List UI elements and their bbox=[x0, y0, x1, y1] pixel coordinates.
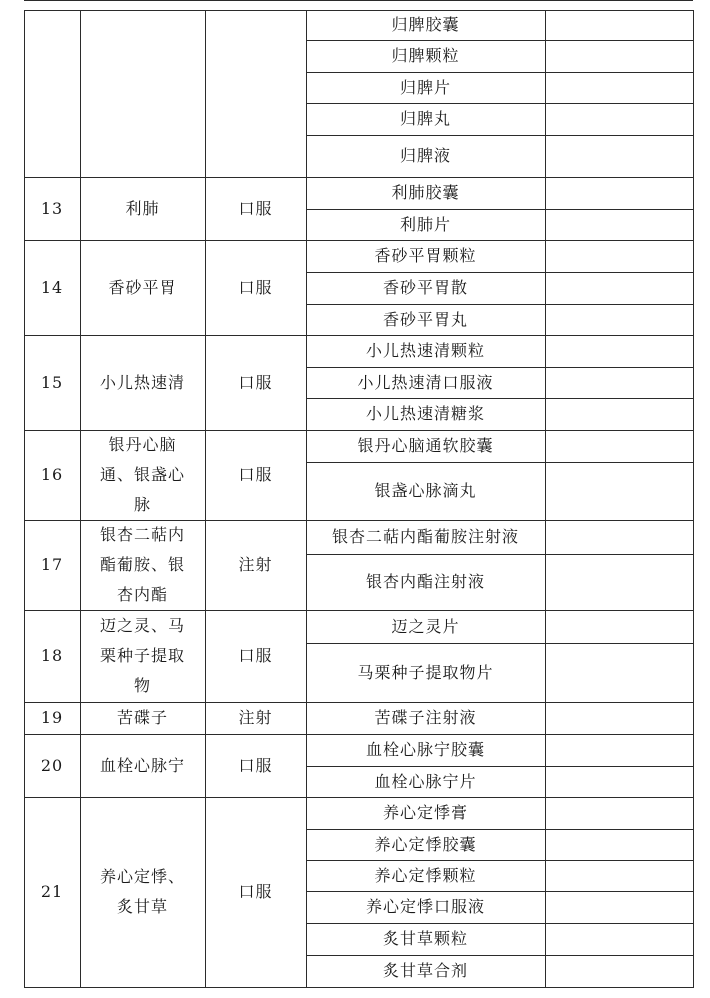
remark-cell bbox=[545, 103, 693, 135]
product-name: 归脾丸 bbox=[399, 109, 451, 128]
table-rule bbox=[693, 10, 694, 987]
remark-cell bbox=[545, 766, 693, 797]
remark-cell bbox=[545, 829, 693, 860]
product-name: 归脾液 bbox=[399, 146, 451, 165]
drug-name: 利肺 bbox=[125, 198, 160, 218]
row-number: 16 bbox=[40, 465, 64, 484]
product-name: 银盏心脉滴丸 bbox=[374, 481, 477, 500]
product-name: 马栗种子提取物片 bbox=[357, 662, 494, 682]
remark-cell bbox=[545, 398, 693, 430]
drug-name: 迈之灵、马 栗种子提取 物 bbox=[99, 616, 185, 695]
drug-name: 血栓心脉宁 bbox=[99, 755, 185, 775]
row-number: 21 bbox=[40, 882, 64, 901]
drug-name: 银杏二萜内 酯葡胺、银 杏内酯 bbox=[99, 525, 185, 604]
drug-name: 银丹心脑 通、银盏心 脉 bbox=[99, 435, 185, 514]
administration-route: 口服 bbox=[238, 646, 273, 665]
remark-cell bbox=[545, 860, 693, 891]
remark-cell bbox=[545, 72, 693, 103]
row-number: 18 bbox=[40, 646, 64, 665]
product-name: 血栓心脉宁片 bbox=[374, 771, 477, 791]
drug-name: 苦碟子 bbox=[116, 708, 168, 727]
row-number: 13 bbox=[40, 198, 64, 218]
product-name: 炙甘草颗粒 bbox=[382, 929, 468, 948]
remark-cell bbox=[545, 610, 693, 643]
administration-route: 口服 bbox=[238, 277, 273, 297]
product-name: 银杏二萜内酯葡胺注射液 bbox=[331, 527, 519, 546]
remark-cell bbox=[545, 367, 693, 398]
remark-cell bbox=[545, 734, 693, 766]
row-number: 19 bbox=[40, 708, 64, 727]
remark-cell bbox=[545, 430, 693, 462]
product-name: 血栓心脉宁胶囊 bbox=[365, 740, 485, 759]
remark-cell bbox=[545, 10, 693, 40]
product-name: 苦碟子注射液 bbox=[374, 708, 477, 727]
product-name: 养心定悸膏 bbox=[382, 803, 468, 822]
product-name: 养心定悸颗粒 bbox=[374, 865, 477, 885]
row-number bbox=[24, 10, 80, 177]
remark-cell bbox=[545, 702, 693, 734]
product-name: 小儿热速清口服液 bbox=[357, 372, 494, 392]
remark-cell bbox=[545, 462, 693, 520]
administration-route: 注射 bbox=[238, 555, 273, 574]
remark-cell bbox=[545, 335, 693, 367]
administration-route: 口服 bbox=[238, 372, 273, 392]
remark-cell bbox=[545, 955, 693, 987]
table-rule bbox=[24, 0, 693, 1]
row-number: 17 bbox=[40, 555, 64, 574]
remark-cell bbox=[545, 272, 693, 304]
administration-route bbox=[205, 10, 306, 177]
administration-route: 口服 bbox=[238, 882, 273, 901]
product-name: 小儿热速清糖浆 bbox=[365, 404, 485, 423]
row-number: 15 bbox=[40, 372, 64, 392]
product-name: 利肺片 bbox=[399, 214, 451, 234]
product-name: 养心定悸口服液 bbox=[365, 897, 485, 916]
product-name: 养心定悸胶囊 bbox=[374, 834, 477, 854]
remark-cell bbox=[545, 797, 693, 829]
drug-name: 小儿热速清 bbox=[99, 372, 185, 392]
product-name: 银丹心脑通软胶囊 bbox=[357, 436, 494, 455]
remark-cell bbox=[545, 923, 693, 955]
remark-cell bbox=[545, 891, 693, 923]
product-name: 迈之灵片 bbox=[391, 616, 460, 636]
remark-cell bbox=[545, 135, 693, 177]
product-name: 香砂平胃丸 bbox=[382, 309, 468, 329]
remark-cell bbox=[545, 520, 693, 554]
drug-name: 香砂平胃 bbox=[108, 277, 177, 297]
product-name: 小儿热速清颗粒 bbox=[365, 341, 485, 360]
remark-cell bbox=[545, 209, 693, 240]
administration-route: 口服 bbox=[238, 198, 273, 218]
administration-route: 口服 bbox=[238, 755, 273, 775]
remark-cell bbox=[545, 304, 693, 335]
product-name: 香砂平胃颗粒 bbox=[374, 246, 477, 265]
product-name: 归脾颗粒 bbox=[391, 46, 460, 65]
product-name: 香砂平胃散 bbox=[382, 278, 468, 297]
row-number: 14 bbox=[40, 277, 64, 297]
administration-route: 口服 bbox=[238, 465, 273, 484]
product-name: 归脾片 bbox=[399, 77, 451, 97]
remark-cell bbox=[545, 240, 693, 272]
product-name: 利肺胶囊 bbox=[391, 183, 460, 202]
remark-cell bbox=[545, 177, 693, 209]
drug-name bbox=[80, 10, 205, 177]
administration-route: 注射 bbox=[238, 708, 273, 727]
drug-name: 养心定悸、 炙甘草 bbox=[99, 867, 185, 916]
table-rule bbox=[24, 987, 694, 988]
remark-cell bbox=[545, 554, 693, 610]
row-number: 20 bbox=[40, 755, 64, 775]
product-name: 炙甘草合剂 bbox=[382, 961, 468, 980]
product-name: 归脾胶囊 bbox=[391, 15, 460, 34]
product-name: 银杏内酯注射液 bbox=[365, 572, 485, 591]
remark-cell bbox=[545, 643, 693, 702]
remark-cell bbox=[545, 40, 693, 72]
